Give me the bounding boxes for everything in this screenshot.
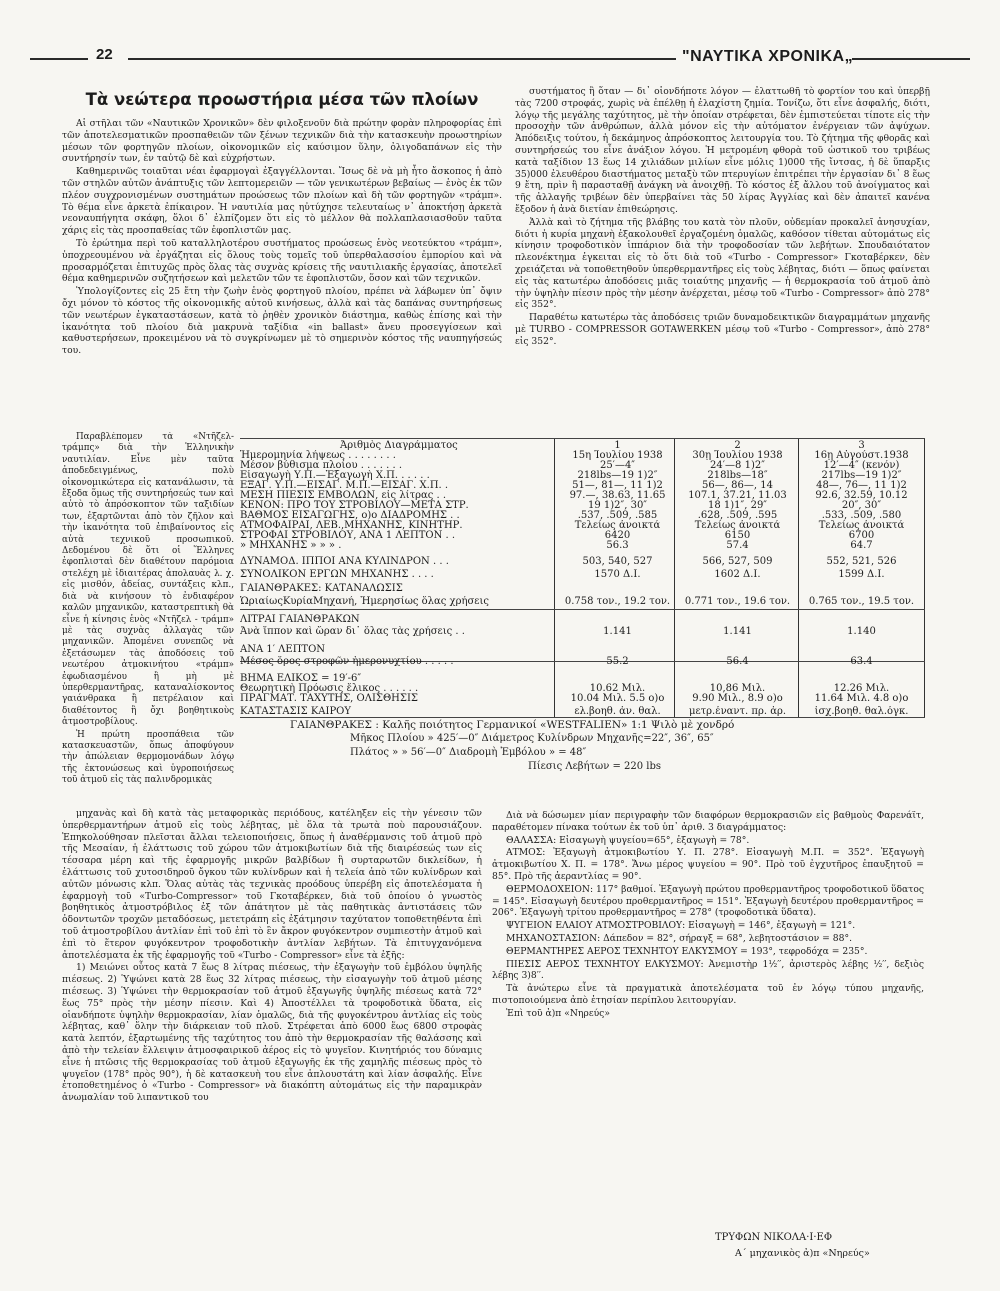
header-rule-right — [852, 58, 970, 60]
right-column-top — [515, 86, 930, 431]
row-label: Ἡμερομηνία λήψεως . . . . . . . . — [240, 450, 396, 461]
table-rule — [240, 438, 925, 439]
cell-diagram-2: 218lbs—18″ — [707, 470, 768, 481]
cell-diagram-2: 2 — [734, 440, 741, 451]
paragraph: Καθημερινῶς τοιαῦται νέαι ἐφαρμογαὶ ἐξαγγέλλονται. Ἴσως δὲ νὰ μὴ ἦτο ἄσκοπος ἡ ἀπὸ τῶν στηλῶν αὐτῶν ἀνάπτυξις τῶν λεπτομερειῶν — τῶν γενικωτέρων βεβαίως — ἑνὸς ἐκ τῶν πλέον συγχρονισμένων συστημάτων προώσεως τῶν πλοίων καὶ δὴ τῶν φορτηγῶν «τράμπ». Τὸ θέμα εἶνε ἀρκετὰ ἐπίκαιρον. Ἡ ναυτιλία μας ηὐτύχησε τελευταίως ν᾽ ἀποκτήσῃ ἀρκετὰ νεοναυπήγητα σκάφη, ὅλοι δ᾽ ἐλπίζομεν ὅτι εἰς τὸ μέλλον θὰ πολλαπλασιασθοῦν ταῦτα χάρις εἰς τὰς προσπαθείας τῶν ἐφοπλιστῶν μας. — [62, 166, 502, 237]
paragraph: ΑΤΜΟΣ: Ἐξαγωγὴ ἀτμοκιβωτίου Υ. Π. 278°. Εἰσαγωγὴ Μ.Π. = 352°. Ἐξαγωγὴ ἀτμοκιβωτίου Χ. Π. = 178°. Ἄνω μέρος ψυγείου = 90°. Πρὸ τοῦ ἐγχυτῆρος ἐπαυξητοῦ = 85°. Πρὸ τῆς ἀεραντλίας = 90°. — [492, 847, 924, 882]
page-number: 22 — [96, 46, 113, 63]
row-label: Μέσος ὅρος στροφῶν ἡμερονυχτίου . . . . . — [240, 656, 454, 667]
beam-line: Πλάτος » » 56′—0″ Διαδρομὴ Ἐμβόλου » = 48″ — [350, 747, 587, 758]
length-line: Μῆκος Πλοίου » 425′—0″ Διάμετρος Κυλίνδρων Μηχανῆς=22″, 36″, 65″ — [350, 733, 714, 744]
paragraph: Παραθέτω κατωτέρω τὰς ἀποδόσεις τριῶν δυναμοδεικτικῶν διαγραμμάτων μηχανῆς μὲ TURBO - COMPRESSOR GOTAWERKEN μέσῳ τοῦ «Turbo - Compressor», ἀπὸ 278° εἰς 352°. — [515, 312, 930, 347]
cell-diagram-3: 48—, 76—, 11 1)2 — [816, 480, 907, 491]
row-label: ΣΥΝΟΛΙΚΟΝ ΕΡΓΩΝ ΜΗΧΑΝΗΣ . . . . — [240, 569, 434, 580]
cell-diagram-3: 11.64 Μιλ. 4.8 ο)ο — [814, 693, 909, 704]
left-column-bottom — [62, 808, 482, 1273]
cell-diagram-1: 1.141 — [603, 626, 632, 637]
cell-diagram-2: .628, .509, .595 — [697, 510, 778, 521]
row-label: ΕΞΑΓ. Υ.Π.—ΕΙΣΑΓ. Μ.Π.—ΕΙΣΑΓ. Χ.Π. . — [240, 480, 449, 491]
cell-diagram-1: 0.758 τον., 19.2 τον. — [564, 596, 671, 607]
cell-diagram-3: .533, .509, .580 — [821, 510, 902, 521]
cell-diagram-2: 56.4 — [726, 656, 749, 667]
table-row — [240, 596, 925, 609]
row-label: ὩριαίωςΚυρίαΜηχανή, Ἡμερησίως ὅλας χρήσεις — [240, 596, 490, 607]
paragraph: 1) Μειώνει οὗτος κατὰ 7 ἕως 8 λίτρας πιέσεως, τὴν ἐξαγωγὴν τοῦ ἐμβόλου ὑψηλῆς πιέσεως. 2) Ὑψώνει κατὰ 28 ἕως 32 λίτρας πιέσεως, τὴν εἰσαγωγὴν τοῦ ἀτμοῦ μέσης πιέσεως. 3) Ὑψώνει τὴν θερμοκρασίαν τοῦ ἀτμοῦ ἐξαγωγῆς ὑψηλῆς πιέσεως κατὰ 72° ἕως 75° πρὸς τὴν μέσην πίεσιν. Καὶ 4) Ἀποστέλλει τὰ τροφοδοτικὰ ὕδατα, εἰς οἱανδήποτε ὑψηλὴν θερμοκρασίαν, λίαν ὁμαλῶς, διὰ τῆς φυγοκέντρου ἀντλίας εἰς τοὺς λέβητας, καθ᾽ ὅλην τὴν διάρκειαν τοῦ πλοῦ. Στρέφεται ἀπὸ 6000 ἕως 6800 στροφὰς κατὰ λεπτόν, ἐξαρτωμένης τῆς ταχύτητος του ἀπὸ τὴν θερμοκρασίαν τῆς θαλάσσης καὶ ἀπὸ τὴν τελείαν ἔλλειψιν ἀτμοσφαιρικοῦ ἀέρος εἰς τὸ ψυγεῖον. Κινητήριός του δύναμις εἶνε ἡ πτῶσις τῆς θερμοκρασίας τοῦ ἀτμοῦ ἐξαγωγῆς ἐκ τῆς χαμηλῆς πιέσεως πρὸς τὸ ψυγεῖον (178° πρὸς 90°), ἡ δὲ κατασκευὴ του εἶνε ἁπλουστάτη καὶ λίαν ἀσφαλής. Εἶνε ἐτοποθετημένος ὁ «Turbo - Compressor» νὰ διακόπτη αὐτομάτως εἰς τὴν παραμικρὰν ἀνωμαλίαν τοῦ λιπαντικοῦ του — [62, 962, 482, 1104]
paragraph: συστήματος ἢ ὅταν — δι᾽ οἱονδήποτε λόγον — ἐλαττωθῆ τὸ φορτίον του καὶ ὑπερβῇ τὰς 7200 στροφάς, χωρὶς νὰ ἐπέλθῃ ἡ ἐλαχίστη ζημία. Τονίζω, ὅτι εἶνε ἀσφαλής, διότι, λόγῳ τῆς μεγάλης ταχύτητος, μὲ τὴν ὁποίαν στρέφεται, δὲν ἐμπιστεύεται τίποτε εἰς τὴν προσοχὴν τῶν ἀνθρώπων, ἀλλὰ μόνον εἰς τὴν αὐτόματον ἐνέργειαν τῶν ἀψύχων. Ἀπόδειξις τούτου, ἡ δεκάμηνος ἀπρόσκοπτος λειτουργία του. Τὸ ζήτημα τῆς φθορᾶς καὶ συντηρήσεώς του εἶνε ἀνάξιον λόγου. Ἡ μετρομένη φθορὰ τοῦ ὠστικοῦ του τριβέως κατὰ ταξίδιον 13 ἕως 14 χιλιάδων μιλίων εἶνε μόλις 1)000 τῆς ἴντσας, ἡ δὲ ὕπαρξις 35)000 ἐλευθέρου διαστήματος μεταξὺ τῶν πτερυγίων ἐπιτρέπει τὴν ἐργασίαν δι᾽ 8 ἕως 9 ἔτη, πρὶν ἢ παρασταθῇ ἀνάγκη νὰ ἀνοιχθῇ. Τὸ κόστος ἐξ ἄλλου τοῦ ἀνοίγματος καὶ τῆς ἀλλαγῆς τριβέων δὲν ὑπερβαίνει τὰς 50 λίρας Ἀγγλίας καὶ δὲν ἀπαιτεῖ κανένα ἔξοδον ἡ ἀνὰ διετίαν ἐπιθεώρησις. — [515, 86, 930, 215]
cell-diagram-3: ἰσχ.βοηθ. θαλ.ὀγκ. — [814, 706, 909, 717]
cell-diagram-3: 1599 Δ.Ι. — [838, 569, 885, 580]
row-label: Ἀριθμὸς Διαγράμματος — [340, 440, 458, 451]
row-label: ΛΙΤΡΑΙ ΓΑΙΑΝΘΡΑΚΩΝ — [240, 614, 360, 625]
left-column-narrow — [62, 432, 234, 806]
paragraph: Τὸ ἐρώτημα περὶ τοῦ καταλληλοτέρου συστήματος προώσεως ἑνὸς νεοτεύκτου «τράμπ», ὑποχρεουμένου νὰ ἐργάζηται εἰς ὅλους τοὺς τομεῖς τοῦ ὑπερθαλασσίου ἐμπορίου καὶ νὰ προσαρμόζεται ἐπιτυχῶς πρὸς ὅλας τὰς συχνὰς κρίσεις τῆς ναυτιλιακῆς ἐργασίας, ἀποτελεῖ θέμα καθημερινῶν συζητήσεων καὶ μελετῶν τῶν τε ἐφοπλιστῶν, ὅσον καὶ τῶν τεχνικῶν. — [62, 237, 502, 285]
cell-diagram-1: 55.2 — [606, 656, 629, 667]
row-label: ΚΑΤΑΣΤΑΣΙΣ ΚΑΙΡΟΥ — [240, 706, 351, 717]
paragraph: ΘΑΛΑΣΣΑ: Εἰσαγωγὴ ψυγείου=65°, ἐξαγωγὴ = 78°. — [506, 834, 750, 846]
row-label: » ΜΗΧΑΝΗΣ » » » . — [240, 540, 342, 551]
table-row — [240, 540, 925, 553]
cell-diagram-3: 217lbs—19 1)2″ — [821, 470, 902, 481]
paragraph: ΜΗΧΑΝΟΣΤΑΣΙΟΝ: Δάπεδον = 82°, σήραγξ = 68°, λεβητοστάσιον = 88°. — [506, 932, 852, 944]
row-label: Ἀνὰ ἵππον καὶ ὥραν δι᾽ ὅλας τὰς χρήσεις . . — [240, 626, 465, 637]
row-label: ΠΡΑΓΜΑΤ. ΤΑΧΥΤΗΣ, ΟΛΙΣΘΗΣΙΣ — [240, 693, 418, 704]
row-label: ΒΑΘΜΟΣ ΕΙΣΑΓΩΓΗΣ, ο)ο ΔΙΑΔΡΟΜΗΣ . . — [240, 510, 460, 521]
paragraph: ΘΕΡΜΟΔΟΧΕΙΟΝ: 117° βαθμοί. Ἐξαγωγὴ πρώτου προθερμαντῆρος τροφοδοτικοῦ ὕδατος = 145°. Εἰσαγωγὴ δευτέρου προθερμαντῆρος = 151°. Ἐξαγωγὴ δευτέρου προθερμαντῆρος = 206°. Ἐξαγωγὴ τρίτου προθερμαντῆρος = 278° (τροφοδοτικὰ ὕδατα). — [492, 883, 924, 919]
cell-diagram-2: 0.771 τον., 19.6 τον. — [684, 596, 791, 607]
article-title: Τὰ νεώτερα προωστήρια μέσα τῶν πλοίων — [85, 90, 479, 109]
cell-diagram-1: 1 — [614, 440, 621, 451]
cell-diagram-1: 503, 540, 527 — [582, 556, 653, 567]
table-row — [240, 656, 925, 669]
table-row — [240, 693, 925, 706]
row-label: ΣΤΡΟΦΑΙ ΣΤΡΟΒΙΛΟΥ, ΑΝΑ 1 ΛΕΠΤΟΝ . . — [240, 530, 456, 541]
paragraph: Ἡ πρώτη προσπάθεια τῶν κατασκευαστῶν, ὅπως ἀποφύγουν τὴν ἀπώλειαν θερμομονάδων λόγῳ τῆς ἐκτονώσεως καὶ ὑγροποιήσεως τοῦ ἀτμοῦ εἰς τὰς παλινδρομικὰς — [62, 729, 234, 786]
cell-diagram-2: 57.4 — [726, 540, 749, 551]
left-column-top — [62, 118, 502, 430]
cell-diagram-3: 63.4 — [850, 656, 873, 667]
cell-diagram-1: 6420 — [604, 530, 631, 541]
author-role: Α΄ μηχανικὸς ἀ)π «Νηρεύς» — [735, 1248, 870, 1259]
paragraph: Ἀλλὰ καὶ τὸ ζήτημα τῆς βλάβης του κατὰ τὸν πλοῦν, οὐδεμίαν προκαλεῖ ἀνησυχίαν, διότι ἡ κυρία μηχανὴ ἐξακολουθεῖ ἐργαζομένη ὁμαλῶς, καθόσον τίθεται αὐτομάτως εἰς κίνησιν τροφοδοτικὸν ἱππάριον διὰ τὴν τροφοδοσίαν τῶν λεβήτων. Σπουδαιότατον πλεονέκτημα ἐγκειται εἰς τὸ ὅτι διὰ τοῦ «Turbo - Compressor» Γκοταβέρκεν, δὲν χρειάζεται νὰ τοποθετηθοῦν ὑπερθερμαντῆρες εἰς τοὺς λέβητας, διότι — ὅπως φαίνεται εἰς τὰς κατωτέρω ἀποδόσεις μιᾶς τοιαύτης μηχανῆς — ἡ θερμοκρασία τοῦ ἀτμοῦ ἀπὸ τὴν ὑψηλὴν πίεσιν πρὸς τὴν μέσην ἀνέρχεται, μέσῳ τοῦ «Turbo - Compressor» ἀπὸ 278° εἰς 352°. — [515, 216, 930, 311]
cell-diagram-2: 24′—8 1)2″ — [710, 460, 765, 471]
paragraph: Διὰ νὰ δώσωμεν μίαν περιγραφὴν τῶν διαφόρων θερμοκρασιῶν εἰς βαθμοὺς Φαρενάϊτ, παραθέτομεν πίνακα τούτων ἐκ τοῦ ὑπ᾽ ἀριθ. 3 διαγράμματος: — [492, 810, 924, 833]
cell-diagram-2: Τελείως ἀνοικτά — [694, 520, 781, 531]
cell-diagram-1: .537, .509, .585 — [577, 510, 658, 521]
row-label: Εἰσαγωγὴ Υ.Π.—Ἐξαγωγὴ Χ.Π. . . . . . — [240, 470, 430, 481]
cell-diagram-3: 3 — [858, 440, 865, 451]
table-row — [240, 569, 925, 582]
paragraph: Τὰ ἀνώτερω εἶνε τὰ πραγματικὰ ἀποτελέσματα τοῦ ἐν λόγῳ τύπου μηχανῆς, πιστοποιούμενα ἀπὸ ἐτησίαν περίπλου λειτουργίαν. — [492, 983, 924, 1006]
row-label: ΜΕΣΗ ΠΙΕΣΙΣ ΕΜΒΟΛΩΝ, εἰς λίτρας . . — [240, 490, 447, 501]
cell-diagram-1: 1570 Δ.Ι. — [594, 569, 641, 580]
row-label: ΓΑΙΑΝΘΡΑΚΕΣ: ΚΑΤΑΝΑΛΩΣΙΣ — [240, 583, 403, 594]
cell-diagram-3: 16ῃ Αὐγούστ.1938 — [814, 450, 909, 461]
cell-diagram-1: 51—, 81—, 11 1)2 — [572, 480, 663, 491]
row-label: ΒΗΜΑ ΕΛΙΚΟΣ = 19′-6″ — [240, 673, 362, 684]
cell-diagram-1: ελ.βοηθ. ἀν. θαλ. — [574, 706, 661, 717]
boiler-pressure-line: Πίεσις Λεβήτων = 220 lbs — [528, 761, 662, 772]
row-label: Θεωρητικὴ Πρόωσις ἕλικος . . . . . . — [240, 683, 419, 694]
cell-diagram-3: 12.26 Μιλ. — [833, 683, 890, 694]
cell-diagram-3: 12′—4″ (κενόν) — [823, 460, 900, 471]
cell-diagram-2: 1.141 — [723, 626, 752, 637]
row-label: ΑΝΑ 1′ ΛΕΠΤΟΝ — [240, 644, 326, 655]
cell-diagram-3: 1.140 — [847, 626, 876, 637]
right-column-bottom — [492, 810, 924, 1230]
cell-diagram-1: Τελείως ἀνοικτά — [574, 520, 661, 531]
paragraph: Αἱ στῆλαι τῶν «Ναυτικῶν Χρονικῶν» δὲν φιλοξενοῦν διὰ πρώτην φορὰν πληροφορίας ἐπὶ τῶν ἀποτελεσματικῶν προσπαθειῶν τῶν ξένων τεχνικῶν διὰ τὴν κατασκευὴν προωστηρίων μέσων τῶν φορτηγῶν πλοίων, οἰκονομικῶν εἰς καύσιμον ὕλην, ὀλιγοδαπάνων εἰς τὴν συντήρησίν των, ἐν ταὐτῷ δὲ καὶ εὐχρήστων. — [62, 118, 502, 165]
cell-diagram-1: 19 1)2″, 30″ — [587, 500, 648, 511]
cell-diagram-1: 25′—4″ — [599, 460, 636, 471]
paragraph: ΠΙΕΣΙΣ ΑΕΡΟΣ ΤΕΧΝΗΤΟΥ ΕΛΚΥΣΜΟΥ: Ἀνεμιστὴρ 1½′′, ἀριστερὸς λέβης ½′′, δεξιὸς λέβης 3)8′′. — [492, 958, 924, 982]
paragraph: ΨΥΓΕΙΟΝ ΕΛΑΙΟΥ ΑΤΜΟΣΤΡΟΒΙΛΟΥ: Εἰσαγωγὴ = 146°, ἐξαγωγὴ = 121°. — [506, 920, 856, 932]
cell-diagram-3: Τελείως ἀνοικτά — [818, 520, 905, 531]
fuel-line: ΓΑΙΑΝΘΡΑΚΕΣ : Καλῆς ποιότητος Γερμανικοί «WESTFALIEN» 1:1 Ψιλὸ μὲ χονδρό — [290, 719, 735, 731]
cell-diagram-1: 10.62 Μιλ. — [589, 683, 646, 694]
cell-diagram-1: 218lbs—19 1)2″ — [577, 470, 658, 481]
row-label: ΚΕΝΟΝ: ΠΡΟ ΤΟΥ ΣΤΡΟΒΙΛΟΥ—ΜΕΤΑ ΣΤΡ. — [240, 500, 469, 511]
cell-diagram-3: 6700 — [848, 530, 875, 541]
header-rule-middle — [128, 58, 676, 60]
ship-info — [290, 718, 910, 774]
cell-diagram-2: 10,86 Μιλ. — [709, 683, 766, 694]
cell-diagram-2: 56—, 86—, 14 — [702, 480, 773, 491]
cell-diagram-3: 64.7 — [850, 540, 873, 551]
paragraph: ΘΕΡΜΑΝΤΗΡΕΣ ΑΕΡΟΣ ΤΕΧΝΗΤΟΥ ΕΛΚΥΣΜΟΥ = 193°, τεφροδόχα = 235°. — [506, 945, 868, 957]
paragraph: μηχανὰς καὶ δὴ κατὰ τὰς μεταφορικὰς περιόδους, κατέληξεν εἰς τὴν γένεσιν τῶν ὑπερθερμαντήρων ἀτμοῦ εἰς τοὺς λέβητας, μὲ ὅλα τὰ τρωτὰ ποὺ παρουσιάζουν. Ἐπηκολούθησαν πλεῖσται ἄλλαι τελειοποιήσεις, ὅπως ἡ ἀναθέρμανσις τοῦ ἀτμοῦ πρὸ τῆς Μεσαίαν, ἡ ἐλάττωσις τοῦ χώρου τῶν ἀτμοκιβωτίων διὰ τῆς διαιρέσεώς των εἰς τέσσαρα μέρη καὶ τῆς ἐφαρμογῆς μικρῶν βαλβίδων ἢ συρταρωτῶν δικλείδων, ἡ ἐλάττωσις τοῦ χυτοσιδηροῦ ὄγκου τῶν κυλίνδρων καὶ ἡ τελεία ἀπὸ τῶν κυλίνδρων καὶ αὐτῶν μόνωσις κλπ. Ὅλας αὐτὰς τὰς τεχνικὰς προόδους ὑπερέβη εἰς ἀποτελέσματα ἡ ἐφαρμογὴ τοῦ «Turbo-Compressor» τοῦ Γκοταβέρκεν, διὰ τοῦ ὁποίου ὁ γνωστὸς βοηθητικὸς ἀτμοστρόβιλος ἐξ τῶν ἀπάτητον μὲ τὰς παθητικὰς ἀντιστάσεις τῶν ὀδοντωτῶν τροχῶν μεταδόσεως, μετετράπη εἰς ἐξάτμησιν ταχύτατον τοποθετηθέντα ἐπὶ τοῦ ἀτμοστροβίλου ἀντλίαν ἐπὶ τοῦ ἐπὶ τὸ ἓν ἄκρον φυγόκεντρον συμπιεστὴν ἀτμοῦ καὶ ἐπὶ τὸ ἕτερον φυγόκεντρον τροφοδοτικὴν ἀντλίαν λεβήτων. Τὰ ἐπιτυγχανόμενα ἀποτελέσματα ἐκ τῆς ἐφαρμογῆς τοῦ «Turbo - Compressor» εἶνε τὰ ἑξῆς: — [62, 808, 482, 961]
row-label: Μέσον βύθισμα πλοίου . . . . . . . — [240, 460, 403, 471]
cell-diagram-2: 107.1, 37.21, 11.03 — [688, 490, 787, 501]
cell-diagram-2: 566, 527, 509 — [702, 556, 773, 567]
cell-diagram-3: 92.6, 32.59, 10.12 — [815, 490, 908, 501]
cell-diagram-2: 18 1)1″, 29″ — [707, 500, 768, 511]
cell-diagram-1: 10.04 Μιλ. 5.5 ο)ο — [570, 693, 665, 704]
cell-diagram-1: 56.3 — [606, 540, 629, 551]
cell-diagram-2: μετρ.ἐναντ. πρ. ἀρ. — [688, 706, 787, 717]
cell-diagram-2: 9.90 Μιλ., 8.9 ο)ο — [692, 693, 783, 704]
cell-diagram-2: 1602 Δ.Ι. — [714, 569, 761, 580]
row-label: ΔΥΝΑΜΟΔ. ΙΠΠΟΙ ΑΝΑ ΚΥΛΙΝΔΡΟΝ . . . — [240, 556, 449, 567]
table-row — [240, 556, 925, 569]
paragraph: Παραβλέπομεν τὰ «Ντῆζελ-τράμπς» διὰ τὴν Ἑλληνικὴν ναυτιλίαν. Εἶνε μὲν ταῦτα ἀποδεδειγμένως, πολὺ οἰκονομικώτερα εἰς κατανάλωσιν, τὰ ἔξοδα ὅμως τῆς συντηρήσεώς των καὶ αὐτὸ τὸ ἀπρόσκοπτον τῶν ταξιδίων των, ἐξαρτῶνται ἀπὸ τὸν ζῆλον καὶ τὴν ἱκανότητα τοῦ ἐπιβαίνοντος εἰς αὐτὰ τεχνικοῦ προσωπικοῦ. Δεδομένου δὲ ὅτι οἱ Ἕλληνες ἐφοπλισταὶ δὲν διαθέτουν παρόμοια στελέχη μὲ ἰδιαιτέρας ἀπολαυὰς λ. χ. εἰς μισθόν, ἀδείας, συντάξεις κλπ., διὰ νὰ κινήσουν τὸ ἐνδιαφέρον καλῶν μηχανικῶν, καταστρεπτικὴ θὰ εἶνε ἡ κίνησις ἑνὸς «Ντῆζελ - τράμπ» μὲ τὰς συχνὰς ἀλλαγὰς τῶν μηχανικῶν. Ἀπομένει συνεπῶς νὰ ἐξετάσωμεν τὰς ἀποδόσεις τοῦ νεωτέρου ἀτμοκινήτου «τράμπ» ἐφωδιασμένου ἢ μὴ μὲ ὑπερθερμαντῆρας, καταναλίσκοντος γαιάνθρακα ἢ πετρέλαιον καὶ διαθέτοντος ἢ ὄχι βοηθητικοὺς ἀτμοστροβίλους. — [62, 432, 234, 728]
paragraph: Ὑπολογίζοντες εἰς 25 ἔτη τὴν ζωὴν ἑνὸς φορτηγοῦ πλοίου, πρέπει νὰ λάβωμεν ὑπ᾽ ὄψιν ὄχι μόνον τὸ κόστος τῆς οἰκονομικῆς αὐτοῦ κινήσεως, ἀλλὰ καὶ τὰς δαπάνας συντηρήσεως τῶν νεωτέρων ἐγκαταστάσεων, κατὰ τὸ ῥηθὲν χρονικὸν διάστημα, καθὼς ἐπίσης καὶ τὴν ἱκανότητα τοῦ πλοίου διὰ μακρυνὰ ταξίδια «in ballast» ἄνευ προσεγγίσεων καὶ καθυστερήσεων, προκειμένου νὰ τὸ συγκρίνωμεν μὲ τὸ σημερινὸν κόστος τῆς ναυπηγήσεώς του. — [62, 286, 502, 357]
row-label: ΑΤΜΟΦΑΙΡΑΙ, ΛΕΒ.,ΜΗΧΑΝΗΣ, ΚΙΝΗΤΗΡ. — [240, 520, 463, 531]
author-name: ΤΡΥΦΩΝ ΝΙΚΟΛΑ·Ι·ΕΦ — [715, 1232, 833, 1243]
indicator-diagram-table — [240, 438, 925, 718]
cell-diagram-3: 552, 521, 526 — [826, 556, 897, 567]
table-rule — [240, 609, 925, 610]
header-rule-left — [30, 58, 88, 60]
cell-diagram-2: 6150 — [724, 530, 751, 541]
cell-diagram-1: 15η Ἰουλίου 1938 — [572, 450, 663, 461]
paragraph: Ἐπὶ τοῦ ἀ)π «Νηρεύς» — [506, 1007, 610, 1019]
cell-diagram-2: 30ῃ Ἰουλίου 1938 — [692, 450, 783, 461]
cell-diagram-3: 20″, 30″ — [841, 500, 882, 511]
cell-diagram-1: 97.—, 38.63, 11.65 — [569, 490, 666, 501]
table-row — [240, 583, 925, 596]
cell-diagram-3: 0.765 τον., 19.5 τον. — [808, 596, 915, 607]
magazine-name: "ΝΑΥΤΙΚΑ ΧΡΟΝΙΚΑ„ — [682, 48, 854, 65]
table-row — [240, 626, 925, 639]
